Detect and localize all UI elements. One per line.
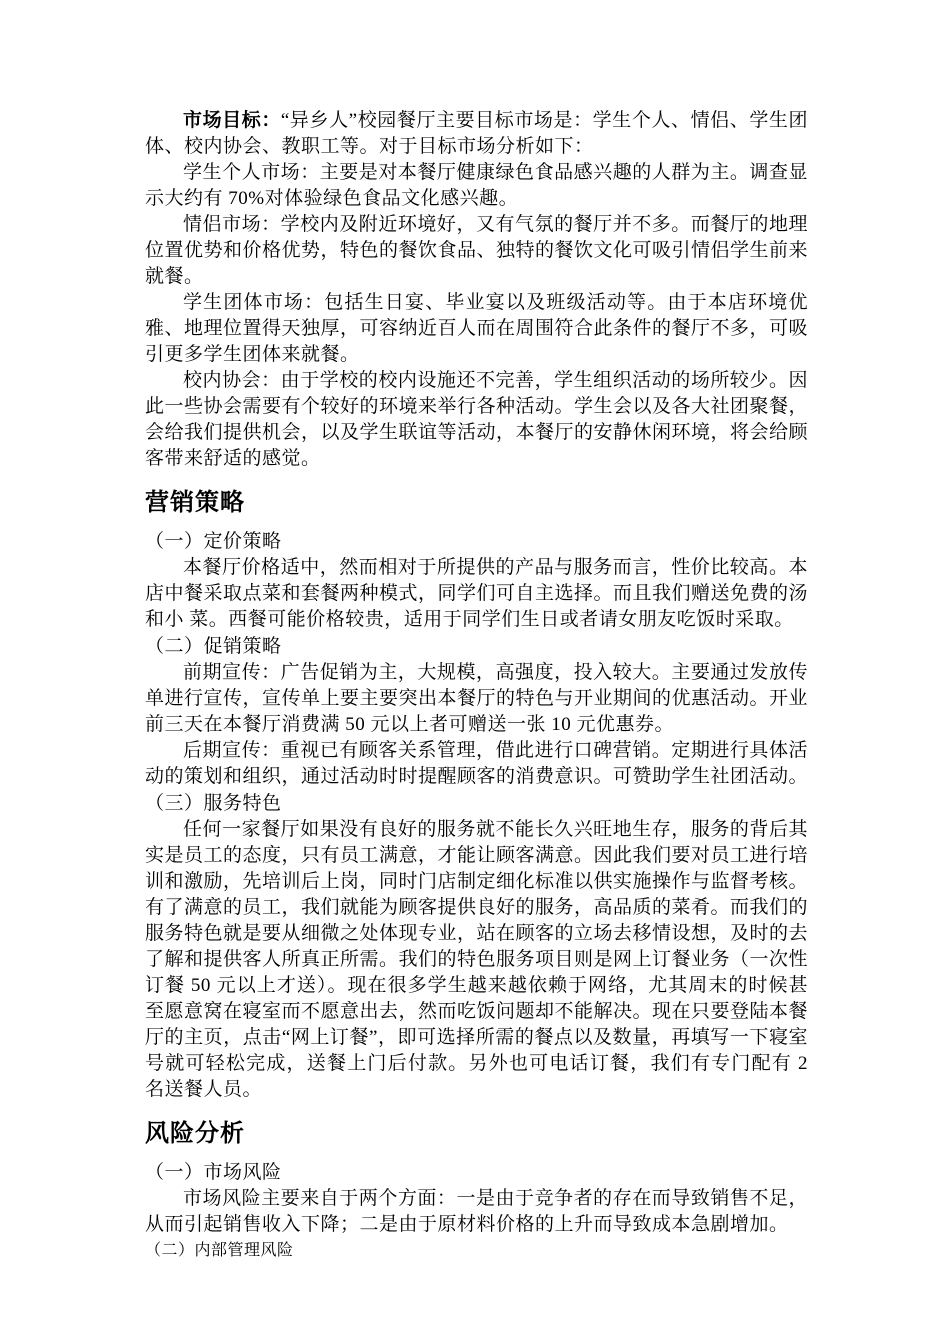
paragraph-student-individual-market: 学生个人市场：主要是对本餐厅健康绿色食品感兴趣的人群为主。调查显示大约有 70%对体验绿色食品文化感兴趣。: [145, 162, 808, 209]
label-market-risk: （一）市场风险: [145, 1162, 282, 1183]
label-service-features: （三）服务特色: [145, 793, 282, 814]
market-target-lead: 市场目标：: [183, 110, 281, 131]
paragraph-market-risk: 市场风险主要来自于两个方面：一是由于竞争者的存在而导致销售不足，从而引起销售收入下降；二是由于原材料价格的上升而导致成本急剧增加。: [145, 1188, 808, 1235]
paragraph-pricing-strategy: 本餐厅价格适中，然而相对于所提供的产品与服务而言，性价比较高。本店中餐采取点菜和套餐两种模式，同学们可自主选择。而且我们赠送免费的汤和小 菜。西餐可能价格较贵，适用于同学们生日或者请女朋友吃饭时采取。: [145, 557, 809, 630]
paragraph-promotion-late: 后期宣传：重视已有顾客关系管理，借此进行口碑营销。定期进行具体活动的策划和组织，通过活动时时提醒顾客的消费意识。可赞助学生社团活动。: [145, 740, 809, 787]
paragraph-promotion-early: 前期宣传：广告促销为主，大规模，高强度，投入较大。主要通过发放传单进行宣传，宣传单上要主要突出本餐厅的特色与开业期间的优惠活动。开业前三天在本餐厅消费满 50 元以上者可赠送一张 10 元优惠券。: [145, 662, 809, 735]
paragraph-market-target-intro: [145, 108, 808, 160]
label-internal-management-risk: （二）内部管理风险: [145, 1242, 294, 1259]
market-target-text: “异乡人”校园餐厅主要目标市场是：学生个人、情侣、学生团体、校内协会、教职工等。对于目标市场分析如下：: [145, 110, 808, 157]
heading-marketing-strategy: 营销策略: [145, 490, 245, 516]
paragraph-campus-associations: 校内协会：由于学校的校内设施还不完善，学生组织活动的场所较少。因此一些协会需要有个较好的环境来举行各种活动。学生会以及各大社团聚餐，会给我们提供机会，以及学生联谊等活动，本餐厅的安静休闲环境，将会给顾客带来舒适的感觉。: [145, 370, 809, 469]
paragraph-service-features: 任何一家餐厅如果没有良好的服务就不能长久兴旺地生存，服务的背后其实是员工的态度，只有员工满意，才能让顾客满意。因此我们要对员工进行培训和激励，先培训后上岗，同时门店制定细化标准以供实施操作与监督考核。有了满意的员工，我们就能为顾客提供良好的服务，高品质的菜肴。而我们的服务特色就是要从细微之处体现专业，站在顾客的立场去移情设想，及时的去了解和提供客人所真正所需。我们的特色服务项目则是网上订餐业务（一次性订餐 50 元以上才送）。现在很多学生越来越依赖于网络，尤其周末的时候甚至愿意窝在寝室而不愿意出去，然而吃饭问题却不能解决。现在只要登陆本餐厅的主页，点击“网上订餐”，即可选择所需的餐点以及数量，再填写一下寝室号就可轻松完成，送餐上门后付款。另外也可电话订餐，我们有专门配有 2 名送餐人员。: [145, 819, 809, 1100]
heading-risk-analysis: 风险分析: [145, 1121, 245, 1147]
label-pricing-strategy: （一）定价策略: [145, 531, 282, 552]
paragraph-couples-market: 情侣市场：学校内及附近环境好，又有气氛的餐厅并不多。而餐厅的地理位置优势和价格优势，特色的餐饮食品、独特的餐饮文化可吸引情侣学生前来就餐。: [145, 214, 809, 287]
paragraph-student-groups-market: 学生团体市场：包括生日宴、毕业宴以及班级活动等。由于本店环境优雅、地理位置得天独厚，可容纳近百人而在周围符合此条件的餐厅不多，可吸引更多学生团体来就餐。: [145, 292, 809, 365]
label-promotion-strategy: （二）促销策略: [145, 636, 282, 657]
